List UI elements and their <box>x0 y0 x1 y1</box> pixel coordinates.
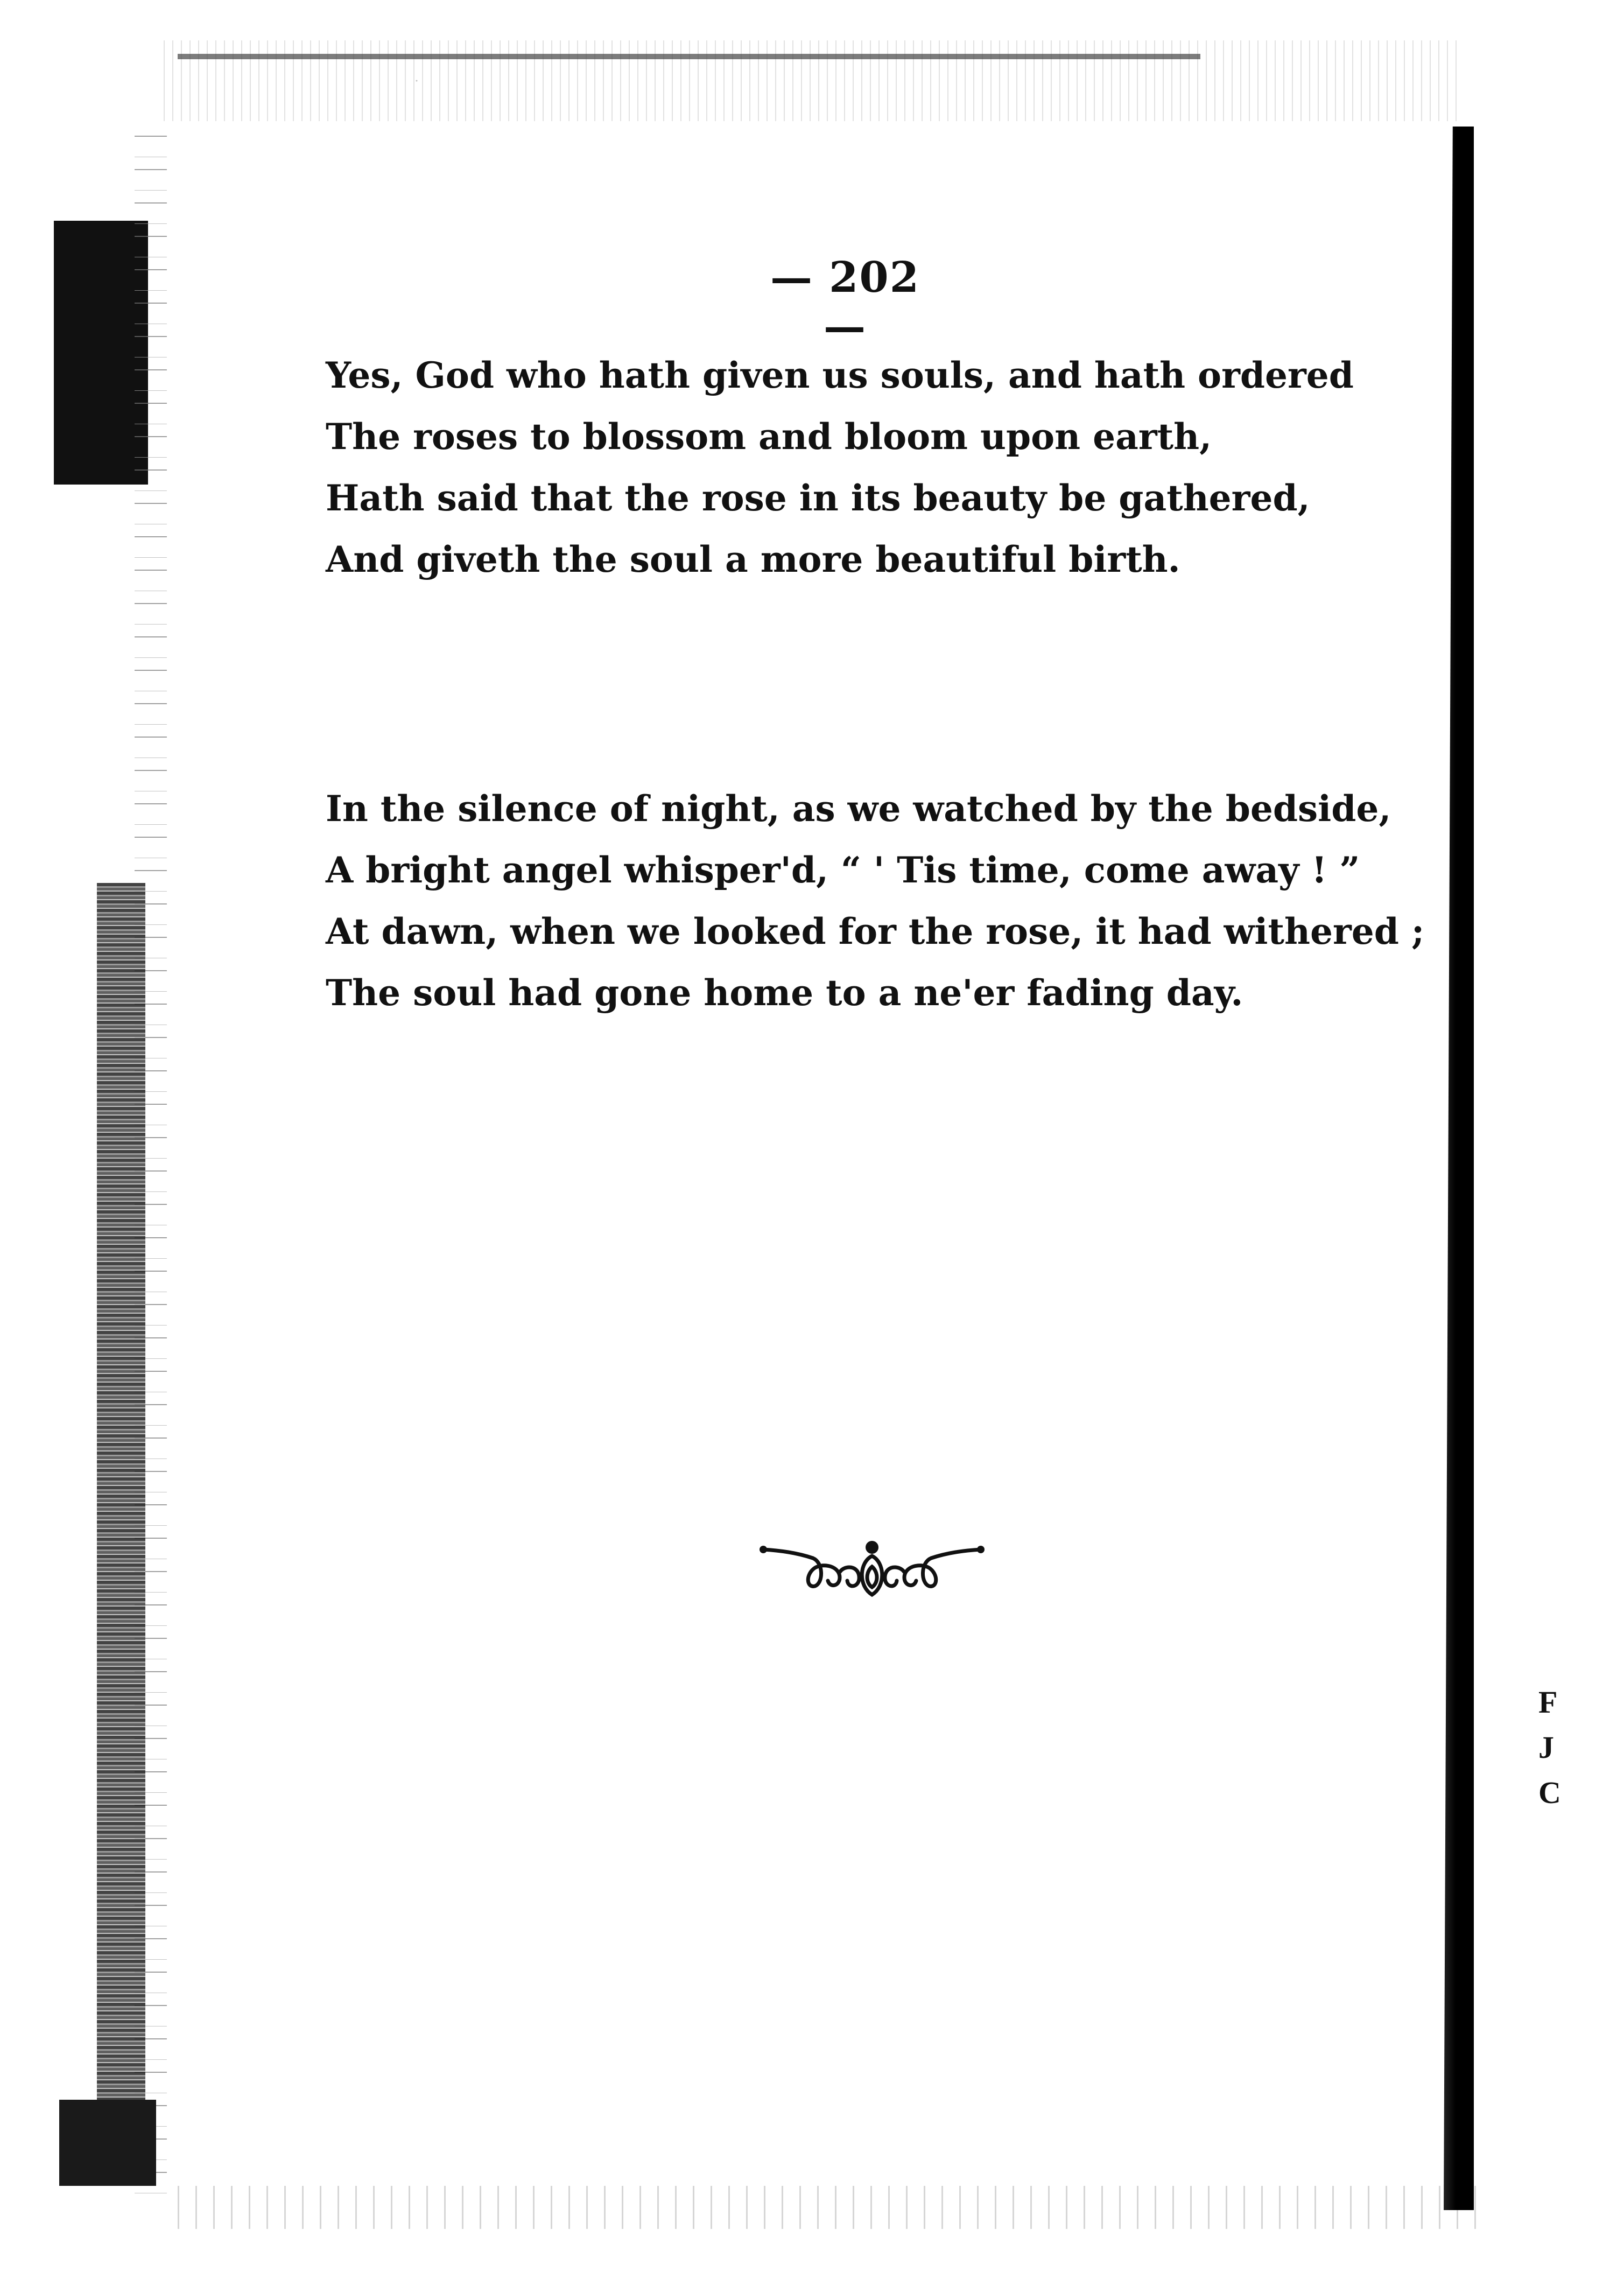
scan-bottom-noise <box>161 2186 1480 2229</box>
verse-line: Yes, God who hath given us souls, and hath ordered <box>326 354 1354 396</box>
poem-stanza <box>326 778 1429 1023</box>
verse-line: And giveth the soul a more beautiful birth. <box>326 538 1180 580</box>
scan-left-edge-block <box>54 221 148 485</box>
next-page-edge-letters <box>1538 1680 1571 1815</box>
poem-stanza <box>326 345 1429 590</box>
verse-line: The soul had gone home to a ne'er fading day. <box>326 972 1243 1014</box>
verse-line: At dawn, when we looked for the rose, it had withered ; <box>326 910 1425 952</box>
page-number: — 202 — <box>770 253 920 351</box>
verse-line: The roses to blossom and bloom upon earth, <box>326 416 1212 458</box>
verse-line: In the silence of night, as we watched by the bedside, <box>326 788 1391 830</box>
next-page-letter: C <box>1538 1775 1561 1810</box>
next-page-letter: F <box>1538 1685 1558 1720</box>
scan-top-line <box>178 54 1200 59</box>
scan-top-noise <box>156 40 1459 121</box>
scroll-flourish-icon <box>759 1534 985 1610</box>
scan-bottom-left-block <box>59 2100 156 2186</box>
verse-line: Hath said that the rose in its beauty be gathered, <box>326 477 1310 519</box>
page-gutter-shadow <box>1444 127 1474 2210</box>
scan-left-strip <box>97 883 145 2143</box>
verse-line: A bright angel whisper'd, “ ' Tis time, come away ! ” <box>326 849 1360 891</box>
next-page-letter: J <box>1538 1730 1554 1765</box>
